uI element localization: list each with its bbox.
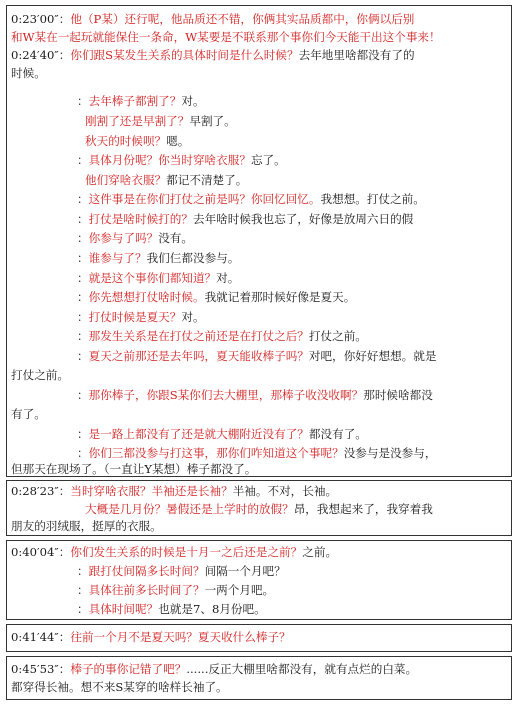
transcript-line: ：具体时间呢？也就是7、8月份吧。 xyxy=(77,602,266,616)
transcript-line: 0:45′53″：棒子的事你记错了吧？......反正大棚里啥都没有，就有点烂的白菜。 xyxy=(11,662,418,676)
transcript-line: 打仗之前。 xyxy=(11,368,69,382)
transcript-line: ：夏天之前那还是去年吗，夏天能收棒子吗？对吧，你好好想想。就是 xyxy=(77,349,437,363)
transcript-line: 大概是几月份？暑假还是上学时的放假？昂，我想起来了，我穿着我 xyxy=(85,502,433,516)
transcript-line: ：具体月份呢？你当时穿啥衣服？忘了。 xyxy=(77,153,286,167)
transcript-line: 0:40′04″：你们发生关系的时候是十月一之后还是之前？之前。 xyxy=(11,545,338,559)
transcript-block-1 xyxy=(6,5,512,477)
transcript-line: 0:23′00″：他（P某）还行呢，他品质还不错，你俩其实品质都中，你俩以后别 xyxy=(11,12,415,26)
transcript-line: 0:24′40″：你们跟S某发生关系的具体时间是什么时候？去年地里啥都没有了的 xyxy=(11,48,415,62)
transcript-line: 秋天的时候呗？嗯。 xyxy=(85,134,190,148)
transcript-line: ：去年棒子都割了？对。 xyxy=(77,94,205,108)
transcript-line: ：打仗时候是夏天？对。 xyxy=(77,310,205,324)
transcript-line: 他们穿啥衣服？都记不清楚了。 xyxy=(85,173,248,187)
transcript-line: 朋友的羽绒服，挺厚的衣服。 xyxy=(11,519,162,533)
transcript-line: 刚割了还是早割了？早割了。 xyxy=(85,114,236,128)
transcript-block-3 xyxy=(6,540,512,620)
transcript-line: 时候。 xyxy=(11,66,46,80)
transcript-line: 和W某在一起玩就能保住一条命，W某要是不联系那个事你们今天能干出这个事来！ xyxy=(11,30,441,44)
transcript-line: 但那天在现场了。（一直让Y某想）棒子都没了。 xyxy=(11,462,257,476)
transcript-line: ：具体往前多长时间了？一两个月吧。 xyxy=(77,583,275,597)
transcript-line: ：跟打仗间隔多长时间？间隔一个月吧？ xyxy=(77,564,286,578)
transcript-block-2 xyxy=(6,480,512,536)
transcript-line: ：是一路上都没有了还是就大棚附近没有了？都没有了。 xyxy=(77,427,367,441)
transcript-line: ：你参与了吗？没有。 xyxy=(77,231,193,245)
transcript-line: ：就是这个事你们都知道？对。 xyxy=(77,271,240,285)
transcript-line: ：那发生关系是在打仗之前还是在打仗之后？打仗之前。 xyxy=(77,329,367,343)
transcript-line: ：谁参与了？我们仨都没参与。 xyxy=(77,251,240,265)
transcript-block-5 xyxy=(6,656,512,700)
transcript-line: ：你们三都没参与打这事，那你们咋知道这个事呢？没参与是没参与， xyxy=(77,446,437,460)
transcript-line: 0:41′44″：往前一个月不是夏天吗？夏天收什么棒子？ xyxy=(11,630,291,644)
transcript-line: ：你先想想打仗啥时候。我就记着那时候好像是夏天。 xyxy=(77,290,356,304)
transcript-line: ：这件事是在你们打仗之前是吗？你回忆回忆。我想想。打仗之前。 xyxy=(77,192,425,206)
transcript-line: ：打仗是啥时候打的？去年啥时候我也忘了，好像是放周六日的假 xyxy=(77,212,414,226)
transcript-block-4 xyxy=(6,624,512,652)
transcript-line: ：那你棒子，你跟S某你们去大棚里，那棒子收没收啊？那时候啥都没 xyxy=(77,388,433,402)
transcript-line: 都穿得长袖。想不来S某穿的啥样长袖了。 xyxy=(11,680,228,694)
transcript-line: 0:28′23″：当时穿啥衣服？半袖还是长袖？半袖。不对，长袖。 xyxy=(11,484,338,498)
transcript-line: 有了。 xyxy=(11,407,46,421)
